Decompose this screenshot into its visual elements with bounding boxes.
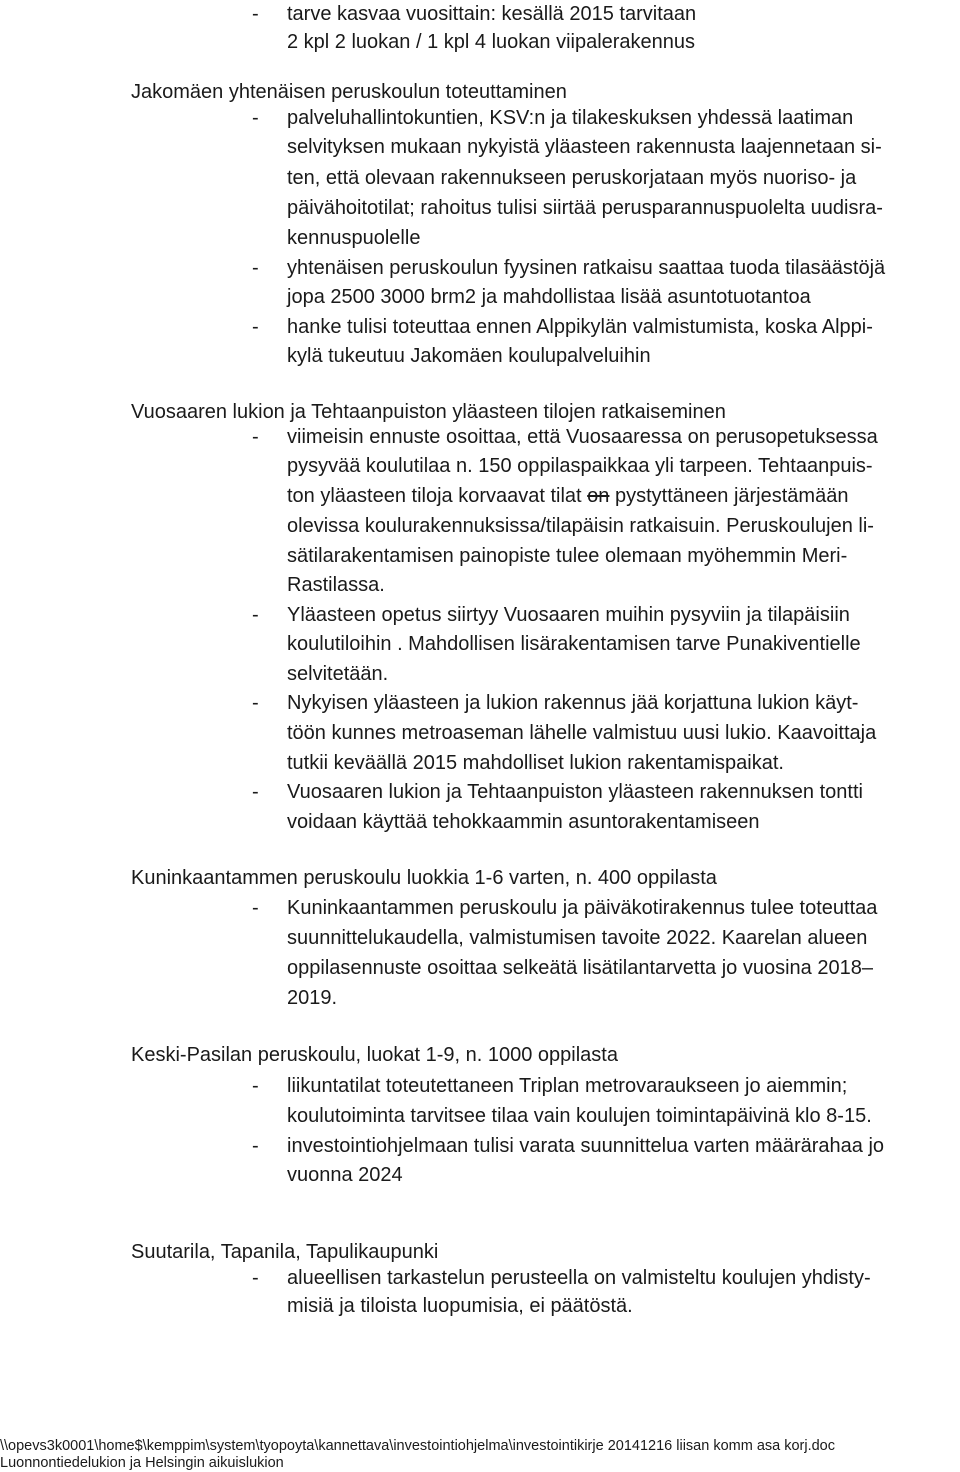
s2-b3-line-3: tutkii keväällä 2015 mahdolliset lukion rakentamispaikat. [287,752,784,774]
bullet-marker: - [252,257,259,279]
s2-b1-line-2: pysyvää koulutilaa n. 150 oppilaspaikkaa yli tarpeen. Tehtaanpuis- [287,455,873,477]
s3-b1-line-4: 2019. [287,987,338,1009]
s1-b1-line-2: selvityksen mukaan nykyistä yläasteen rakennusta laajennetaan si- [287,136,882,158]
s4-b2-line-1: investointiohjelmaan tulisi varata suunnittelua varten määrärahaa jo [287,1135,885,1157]
s2-b1-line-3-after: pystyttäneen järjestämään [609,485,849,507]
s1-b1-line-1: palveluhallintokuntien, KSV:n ja tilakeskuksen yhdessä laatiman [287,107,854,129]
bullet-marker: - [252,3,259,25]
section-heading-vuosaari: Vuosaaren lukion ja Tehtaanpuiston yläasteen tilojen ratkaiseminen [131,401,726,423]
top-item-line-2: 2 kpl 2 luokan / 1 kpl 4 luokan viipalerakennus [287,31,696,53]
s1-b1-line-3: ten, että olevaan rakennukseen peruskorjataan myös nuoriso- ja [287,167,857,189]
s1-b3-line-2: kylä tukeutuu Jakomäen koulupalveluihin [287,345,651,367]
struck-word: on [587,485,610,507]
footer-file-path: \\opevs3k0001\home$\kemppim\system\tyopoyta\kannettava\investointiohjelma\investointikirje 20141216 liisan komm asa korj.doc [0,1438,835,1454]
s2-b3-line-2: töön kunnes metroaseman lähelle valmistuu uusi lukio. Kaavoittaja [287,722,877,744]
s2-b1-line-4: olevissa koulurakennuksissa/tilapäisin ratkaisuin. Peruskoulujen li- [287,515,874,537]
s5-b1-line-1: alueellisen tarkastelun perusteella on valmisteltu koulujen yhdisty- [287,1267,871,1289]
bullet-marker: - [252,1075,259,1097]
section-heading-suutarila: Suutarila, Tapanila, Tapulikaupunki [131,1241,439,1263]
s1-b1-line-5: kennuspuolelle [287,227,421,249]
section-heading-jakomaki: Jakomäen yhtenäisen peruskoulun toteuttaminen [131,81,567,103]
bullet-marker: - [252,781,259,803]
s2-b1-line-1: viimeisin ennuste osoittaa, että Vuosaaressa on perusopetuksessa [287,426,878,448]
s4-b2-line-2: vuonna 2024 [287,1164,403,1186]
s1-b3-line-1: hanke tulisi toteuttaa ennen Alppikylän valmistumista, koska Alppi- [287,316,873,338]
s4-b1-line-1: liikuntatilat toteutettaneen Triplan metrovaraukseen jo aiemmin; [287,1075,848,1097]
s3-b1-line-2: suunnittelukaudella, valmistumisen tavoite 2022. Kaarelan alueen [287,927,868,949]
s4-b1-line-2: koulutoiminta tarvitsee tilaa vain koulujen toimintapäivinä klo 8-15. [287,1105,872,1127]
bullet-marker: - [252,1135,259,1157]
s2-b3-line-1: Nykyisen yläasteen ja lukion rakennus jää korjattuna lukion käyt- [287,692,859,714]
s2-b1-line-3 [287,484,848,508]
section-heading-keski-pasila: Keski-Pasilan peruskoulu, luokat 1-9, n. 1000 oppilasta [131,1044,618,1066]
top-item-line-1: tarve kasvaa vuosittain: kesällä 2015 tarvitaan [287,3,697,25]
s2-b4-line-2: voidaan käyttää tehokkaammin asuntorakentamiseen [287,811,760,833]
s1-b1-line-4: päivähoitotilat; rahoitus tulisi siirtää perusparannuspuolelta uudisra- [287,197,883,219]
s3-b1-line-3: oppilasennuste osoittaa selkeätä lisätilantarvetta jo vuosina 2018– [287,957,873,979]
footer-organization: Luonnontiedelukion ja Helsingin aikuislukion [0,1455,284,1471]
bullet-marker: - [252,604,259,626]
s2-b2-line-2: koulutiloihin . Mahdollisen lisärakentamisen tarve Punakiventielle [287,633,861,655]
s5-b1-line-2: misiä ja tiloista luopumisia, ei päätöstä. [287,1295,633,1317]
s2-b1-line-5: sätilarakentamisen painopiste tulee olemaan myöhemmin Meri- [287,545,848,567]
bullet-marker: - [252,1267,259,1289]
bullet-marker: - [252,426,259,448]
section-heading-kuninkaantammi: Kuninkaantammen peruskoulu luokkia 1-6 varten, n. 400 oppilasta [131,867,717,889]
s1-b2-line-2: jopa 2500 3000 brm2 ja mahdollistaa lisää asuntotuotantoa [287,286,811,308]
bullet-marker: - [252,107,259,129]
bullet-marker: - [252,897,259,919]
s2-b2-line-1: Yläasteen opetus siirtyy Vuosaaren muihin pysyviin ja tilapäisiin [287,604,850,626]
s2-b2-line-3: selvitetään. [287,663,389,685]
bullet-marker: - [252,316,259,338]
s3-b1-line-1: Kuninkaantammen peruskoulu ja päiväkotirakennus tulee toteuttaa [287,897,878,919]
s2-b1-line-6: Rastilassa. [287,574,385,596]
s2-b4-line-1: Vuosaaren lukion ja Tehtaanpuiston yläasteen rakennuksen tontti [287,781,863,803]
bullet-marker: - [252,692,259,714]
s1-b2-line-1: yhtenäisen peruskoulun fyysinen ratkaisu saattaa tuoda tilasäästöjä [287,257,886,279]
s2-b1-line-3-before: ton yläasteen tiloja korvaavat tilat [287,485,588,507]
